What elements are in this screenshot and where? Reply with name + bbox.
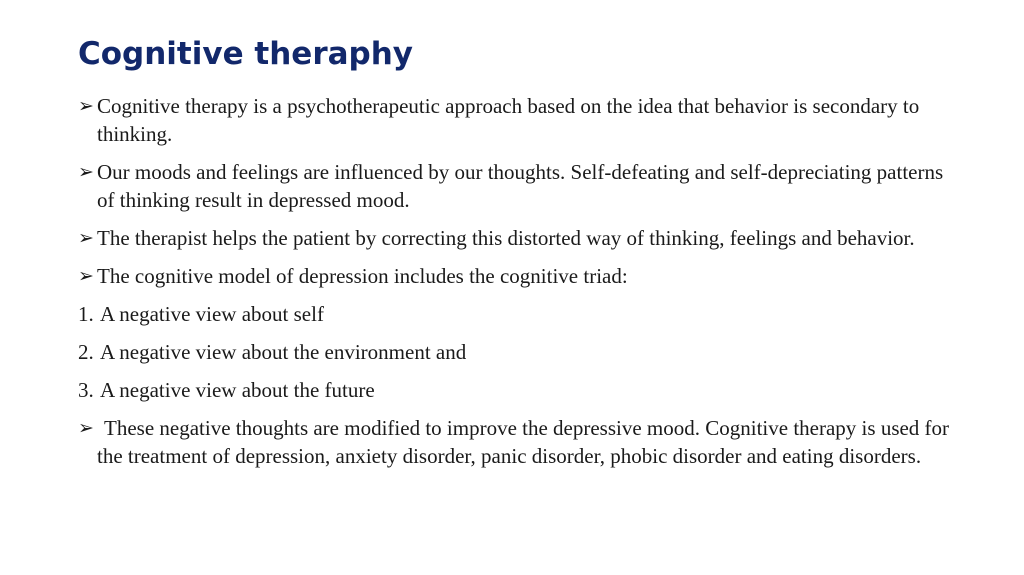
bullet-text: The therapist helps the patient by correcting this distorted way of thinking, feelings and behavior. bbox=[97, 226, 915, 250]
numbered-item bbox=[78, 376, 958, 404]
numbered-text: A negative view about self bbox=[100, 302, 324, 326]
arrow-bullet-icon: ➢ bbox=[78, 417, 94, 439]
item-number: 2. bbox=[78, 340, 94, 364]
bullet-item bbox=[78, 262, 958, 290]
item-number: 1. bbox=[78, 302, 94, 326]
slide-title: Cognitive theraphy bbox=[78, 36, 413, 72]
bullet-text: Cognitive therapy is a psychotherapeutic approach based on the idea that behavior is secondary to thinking. bbox=[97, 94, 920, 146]
bullet-item bbox=[78, 158, 958, 214]
slide-body bbox=[78, 92, 958, 480]
bullet-item bbox=[78, 414, 958, 470]
bullet-text: Our moods and feelings are influenced by our thoughts. Self-defeating and self-depreciating patterns of thinking result in depressed mood. bbox=[97, 160, 944, 212]
item-number: 3. bbox=[78, 378, 94, 402]
bullet-text: The cognitive model of depression includes the cognitive triad: bbox=[97, 264, 628, 288]
arrow-bullet-icon: ➢ bbox=[78, 265, 94, 287]
arrow-bullet-icon: ➢ bbox=[78, 161, 94, 183]
bullet-item bbox=[78, 92, 958, 148]
numbered-item bbox=[78, 300, 958, 328]
numbered-item bbox=[78, 338, 958, 366]
arrow-bullet-icon: ➢ bbox=[78, 227, 94, 249]
numbered-text: A negative view about the future bbox=[100, 378, 375, 402]
numbered-text: A negative view about the environment and bbox=[100, 340, 467, 364]
bullet-text: These negative thoughts are modified to improve the depressive mood. Cognitive therapy is used for the treatment of depression, anxiety disorder, panic disorder, phobic disorder and eating disorders. bbox=[97, 416, 950, 468]
arrow-bullet-icon: ➢ bbox=[78, 95, 94, 117]
bullet-item bbox=[78, 224, 958, 252]
